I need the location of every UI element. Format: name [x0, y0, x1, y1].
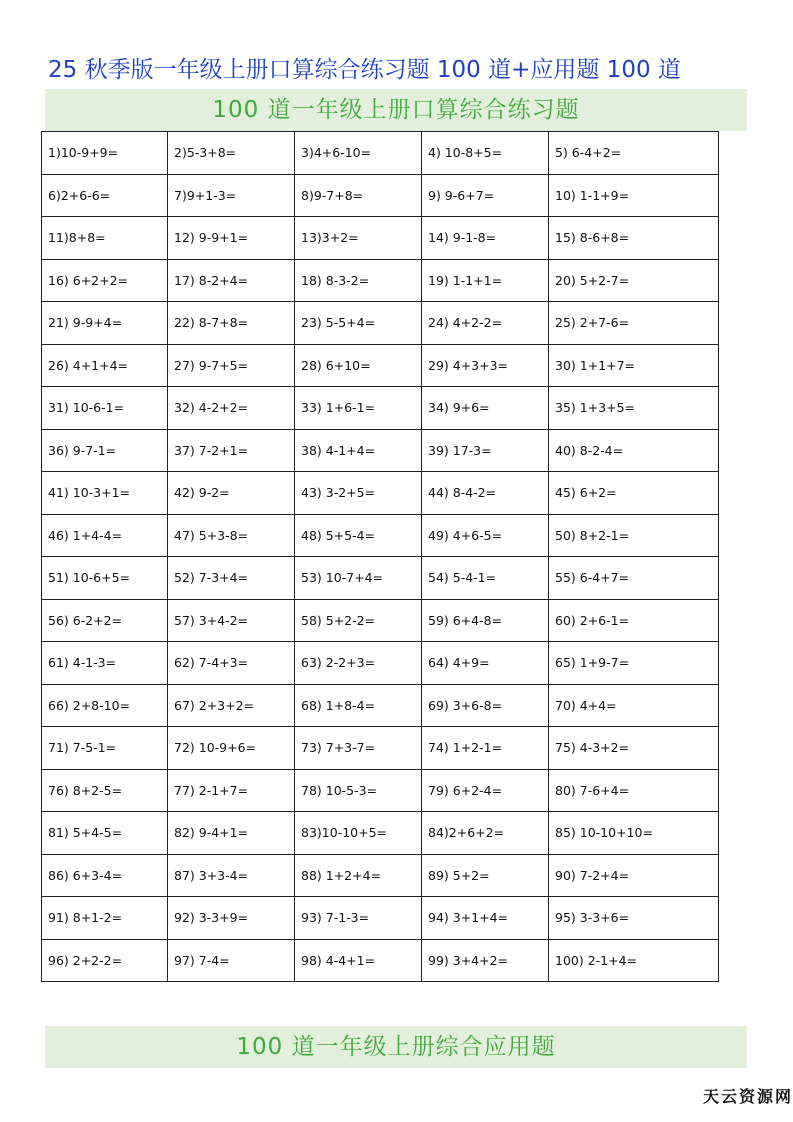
table-row	[42, 132, 719, 175]
problem-cell: 74) 1+2-1=	[422, 727, 549, 770]
problem-cell: 55) 6-4+7=	[549, 557, 719, 600]
problem-cell: 42) 9-2=	[168, 472, 295, 515]
site-watermark: 天云资源网	[702, 1087, 793, 1106]
problem-cell: 97) 7-4=	[168, 939, 295, 982]
problem-cell: 52) 7-3+4=	[168, 557, 295, 600]
problem-cell: 22) 8-7+8=	[168, 302, 295, 345]
problem-cell: 2)5-3+8=	[168, 132, 295, 175]
problem-cell: 57) 3+4-2=	[168, 599, 295, 642]
problem-cell: 34) 9+6=	[422, 387, 549, 430]
problem-cell: 30) 1+1+7=	[549, 344, 719, 387]
section-heading-arithmetic: 100 道一年级上册口算综合练习题	[45, 89, 747, 131]
problem-cell: 64) 4+9=	[422, 642, 549, 685]
problem-cell: 67) 2+3+2=	[168, 684, 295, 727]
problem-cell: 76) 8+2-5=	[42, 769, 168, 812]
problem-cell: 10) 1-1+9=	[549, 174, 719, 217]
problem-cell: 11)8+8=	[42, 217, 168, 260]
problem-cell: 83)10-10+5=	[295, 812, 422, 855]
problem-cell: 81) 5+4-5=	[42, 812, 168, 855]
problem-cell: 87) 3+3-4=	[168, 854, 295, 897]
problem-cell: 61) 4-1-3=	[42, 642, 168, 685]
problem-cell: 66) 2+8-10=	[42, 684, 168, 727]
problem-cell: 92) 3-3+9=	[168, 897, 295, 940]
problem-cell: 77) 2-1+7=	[168, 769, 295, 812]
problem-cell: 3)4+6-10=	[295, 132, 422, 175]
problem-cell: 89) 5+2=	[422, 854, 549, 897]
problem-cell: 36) 9-7-1=	[42, 429, 168, 472]
problem-cell: 58) 5+2-2=	[295, 599, 422, 642]
problem-cell: 1)10-9+9=	[42, 132, 168, 175]
problem-cell: 73) 7+3-7=	[295, 727, 422, 770]
problem-cell: 8)9-7+8=	[295, 174, 422, 217]
problem-cell: 96) 2+2-2=	[42, 939, 168, 982]
problem-table	[41, 131, 719, 982]
table-row	[42, 769, 719, 812]
problem-cell: 19) 1-1+1=	[422, 259, 549, 302]
problem-cell: 28) 6+10=	[295, 344, 422, 387]
problem-cell: 9) 9-6+7=	[422, 174, 549, 217]
problem-cell: 16) 6+2+2=	[42, 259, 168, 302]
table-row	[42, 174, 719, 217]
table-row	[42, 599, 719, 642]
problem-cell: 79) 6+2-4=	[422, 769, 549, 812]
problem-cell: 51) 10-6+5=	[42, 557, 168, 600]
problem-cell: 13)3+2=	[295, 217, 422, 260]
table-row	[42, 387, 719, 430]
section-heading-word-problems: 100 道一年级上册综合应用题	[45, 1026, 747, 1068]
table-row	[42, 557, 719, 600]
table-row	[42, 727, 719, 770]
problem-cell: 15) 8-6+8=	[549, 217, 719, 260]
problem-cell: 41) 10-3+1=	[42, 472, 168, 515]
document-title: 25 秋季版一年级上册口算综合练习题 100 道+应用题 100 道	[48, 57, 681, 83]
table-row	[42, 344, 719, 387]
problem-cell: 56) 6-2+2=	[42, 599, 168, 642]
problem-cell: 12) 9-9+1=	[168, 217, 295, 260]
problem-cell: 65) 1+9-7=	[549, 642, 719, 685]
problem-cell: 85) 10-10+10=	[549, 812, 719, 855]
problem-cell: 44) 8-4-2=	[422, 472, 549, 515]
problem-cell: 45) 6+2=	[549, 472, 719, 515]
problem-cell: 98) 4-4+1=	[295, 939, 422, 982]
problem-cell: 4) 10-8+5=	[422, 132, 549, 175]
problem-cell: 93) 7-1-3=	[295, 897, 422, 940]
table-row	[42, 302, 719, 345]
problem-cell: 82) 9-4+1=	[168, 812, 295, 855]
table-row	[42, 429, 719, 472]
problem-cell: 26) 4+1+4=	[42, 344, 168, 387]
problem-cell: 48) 5+5-4=	[295, 514, 422, 557]
problem-cell: 38) 4-1+4=	[295, 429, 422, 472]
problem-cell: 90) 7-2+4=	[549, 854, 719, 897]
table-row	[42, 217, 719, 260]
problem-cell: 14) 9-1-8=	[422, 217, 549, 260]
table-row	[42, 812, 719, 855]
problem-cell: 68) 1+8-4=	[295, 684, 422, 727]
problem-cell: 25) 2+7-6=	[549, 302, 719, 345]
problem-cell: 18) 8-3-2=	[295, 259, 422, 302]
problem-cell: 88) 1+2+4=	[295, 854, 422, 897]
problem-cell: 80) 7-6+4=	[549, 769, 719, 812]
table-row	[42, 897, 719, 940]
problem-cell: 75) 4-3+2=	[549, 727, 719, 770]
problem-cell: 100) 2-1+4=	[549, 939, 719, 982]
problem-cell: 54) 5-4-1=	[422, 557, 549, 600]
table-row	[42, 472, 719, 515]
problem-cell: 72) 10-9+6=	[168, 727, 295, 770]
table-row	[42, 939, 719, 982]
problem-cell: 53) 10-7+4=	[295, 557, 422, 600]
problem-cell: 91) 8+1-2=	[42, 897, 168, 940]
problem-cell: 71) 7-5-1=	[42, 727, 168, 770]
problem-cell: 32) 4-2+2=	[168, 387, 295, 430]
problem-cell: 40) 8-2-4=	[549, 429, 719, 472]
problem-cell: 23) 5-5+4=	[295, 302, 422, 345]
problem-cell: 39) 17-3=	[422, 429, 549, 472]
problem-cell: 29) 4+3+3=	[422, 344, 549, 387]
table-row	[42, 514, 719, 557]
problem-cell: 63) 2-2+3=	[295, 642, 422, 685]
problem-cell: 78) 10-5-3=	[295, 769, 422, 812]
problem-cell: 69) 3+6-8=	[422, 684, 549, 727]
problem-cell: 24) 4+2-2=	[422, 302, 549, 345]
problem-cell: 50) 8+2-1=	[549, 514, 719, 557]
problem-cell: 84)2+6+2=	[422, 812, 549, 855]
table-row	[42, 684, 719, 727]
problem-cell: 33) 1+6-1=	[295, 387, 422, 430]
problem-cell: 17) 8-2+4=	[168, 259, 295, 302]
table-row	[42, 259, 719, 302]
problem-cell: 6)2+6-6=	[42, 174, 168, 217]
problem-cell: 94) 3+1+4=	[422, 897, 549, 940]
problem-cell: 47) 5+3-8=	[168, 514, 295, 557]
problem-table-body	[42, 132, 719, 982]
problem-cell: 70) 4+4=	[549, 684, 719, 727]
problem-cell: 46) 1+4-4=	[42, 514, 168, 557]
problem-cell: 37) 7-2+1=	[168, 429, 295, 472]
problem-cell: 21) 9-9+4=	[42, 302, 168, 345]
problem-cell: 31) 10-6-1=	[42, 387, 168, 430]
problem-cell: 7)9+1-3=	[168, 174, 295, 217]
table-row	[42, 642, 719, 685]
problem-cell: 20) 5+2-7=	[549, 259, 719, 302]
problem-cell: 99) 3+4+2=	[422, 939, 549, 982]
problem-cell: 27) 9-7+5=	[168, 344, 295, 387]
problem-cell: 62) 7-4+3=	[168, 642, 295, 685]
problem-cell: 5) 6-4+2=	[549, 132, 719, 175]
problem-cell: 43) 3-2+5=	[295, 472, 422, 515]
problem-cell: 95) 3-3+6=	[549, 897, 719, 940]
problem-cell: 49) 4+6-5=	[422, 514, 549, 557]
problem-cell: 59) 6+4-8=	[422, 599, 549, 642]
problem-cell: 86) 6+3-4=	[42, 854, 168, 897]
table-row	[42, 854, 719, 897]
problem-cell: 35) 1+3+5=	[549, 387, 719, 430]
problem-cell: 60) 2+6-1=	[549, 599, 719, 642]
